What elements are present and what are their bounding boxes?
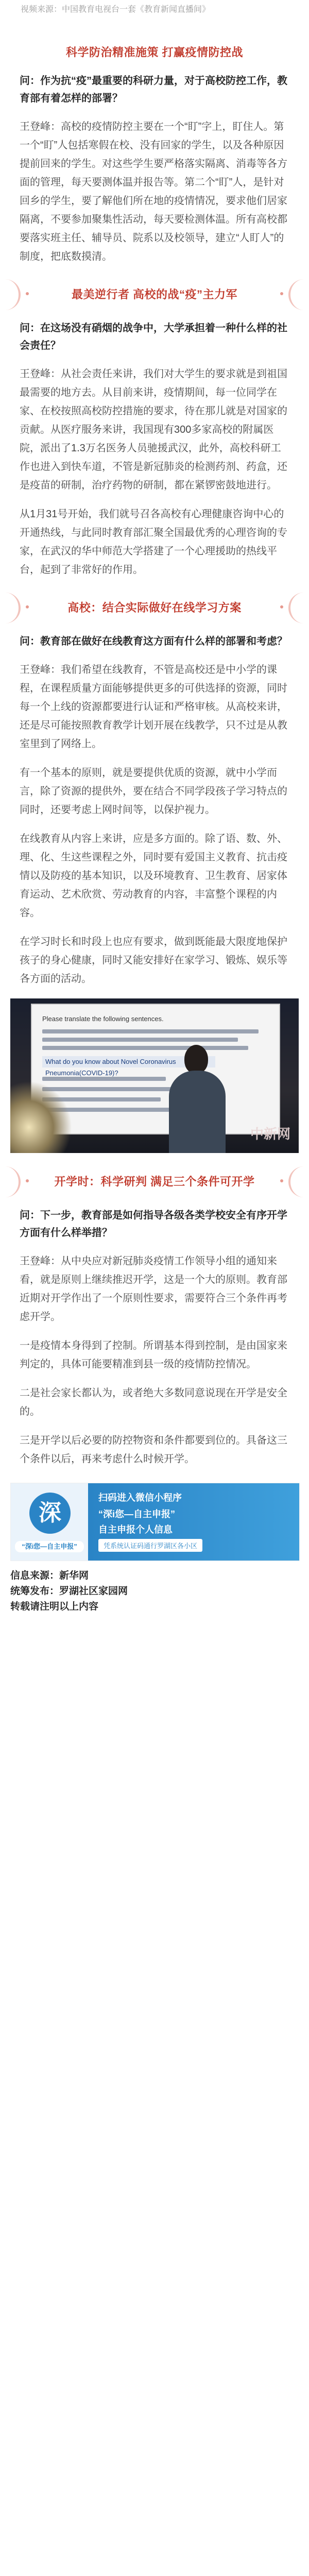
shen-logo-icon: 深 (29, 1493, 71, 1534)
answer-3-paragraph-1: 王登峰：我们希望在线教育，不管是高校还是中小学的课程，在课程质量方面能够提供更多的可供选择的资源，同时每一个上线的资源都要进行认证和严格审核。从高校来讲，还是尽可能按照教育教学计划开展在线教学，只不过是从教室里到了网络上。 (20, 664, 287, 750)
question-4: 问：下一步，教育部是如何指导各级各类学校安全有序开学方面有什么样举措？ (20, 1210, 287, 1239)
answer-4-paragraph-1: 王登峰：从中央应对新冠肺炎疫情工作领导小组的通知来看，就是原则上继续推迟开学，这是一个大的原则。教育部近期对开学作出了一个原则性要求，需要符合三个条件再考虑开学。 (20, 1256, 287, 1323)
question-1: 问：作为抗“疫”最重要的科研力量，对于高校防控工作，教育部有着怎样的部署？ (20, 75, 287, 104)
screen-question: What do you know about Novel Coronavirus Pneumonia(COVID-19)? (42, 1056, 215, 1067)
video-source-note: 视频来源：中国教育电视台一套《教育新闻直播间》 (21, 5, 211, 14)
mini-program-banner[interactable] (10, 1483, 300, 1561)
teacher-figure (165, 1045, 227, 1153)
answer-1-paragraph-1: 王登峰：高校的疫情防控主要在一个“盯”字上，盯住人。第一个“盯”人包括寒假在校、没有回家的学生，以及各种原因提前回来的学生。对这些学生要严格落实隔离、消毒等各方面的管理，每天要测体温并报告等。第二个“盯”人，是针对回乡的学生，要了解他们所在地的疫情情况，要求他们居家隔离，不要参加聚集性活动，每天要检测体温。所有高校都要落实班主任、辅导员、院系以及校领导，建立“人盯人”的制度，把底数摸清。 (20, 121, 287, 262)
answer-3-paragraph-3: 在线教育从内容上来讲，应是多方面的。除了语、数、外、理、化、生这些课程之外，同时要有爱国主义教育、抗击疫情以及防疫的基本知识，以及环境教育、卫生教育、居家体育运动、艺术欣赏、劳动教育的内容，丰富整个课程的内容。 (20, 833, 287, 919)
screen-heading: Please translate the following sentences. (42, 1015, 164, 1023)
banner-line-2: “深i您—自主申报” (98, 1509, 176, 1519)
question-3: 问：教育部在做好在线教育这方面有什么样的部署和考虑？ (20, 636, 287, 647)
reprint-note: 转载请注明以上内容 (10, 1601, 99, 1612)
answer-3-paragraph-4: 在学习时长和时段上也应有要求，做到既能最大限度地保护孩子的身心健康，同时又能安排好在家学习、锻炼、娱乐等各方面的活动。 (20, 936, 287, 985)
question-2: 问：在这场没有硝烟的战争中，大学承担着一种什么样的社会责任？ (20, 323, 287, 351)
section-header-2: 最美逆行者 高校的战“疫”主力军 (71, 288, 238, 301)
section-divider (0, 592, 309, 623)
answer-2-paragraph-2: 从1月31号开始，我们就号召各高校有心理健康咨询中心的开通热线，与此同时教育部汇聚全国最优秀的心理咨询的专家，在武汉的华中师范大学搭建了一个心理援助的热线平台，起到了非常好的作用。 (20, 509, 287, 575)
photo-watermark: 中新网 (250, 1127, 290, 1142)
section-header-4: 开学时：科学研判 满足三个条件可开学 (54, 1175, 255, 1188)
section-divider (0, 279, 309, 310)
article-title: 科学防治精准施策 打赢疫情防控战 (65, 46, 244, 59)
logo-caption: “深i您—自主申报” (15, 1541, 84, 1552)
answer-2-paragraph-1: 王登峰：从社会责任来讲，我们对大学生的要求就是到祖国最需要的地方去。从目前来讲，疫情期间，每一位同学在家、在校按照高校防控措施的要求，待在那儿就是对国家的贡献。从医疗服务来讲，我国现有300多家高校的附属医院，派出了1.3万名医务人员驰援武汉，此外，高校科研工作也进入到快车道，不管是新冠肺炎的检测药剂、药盒，还是疫苗的研制，治疗药物的研制，都在紧锣密鼓地进行。 (20, 368, 287, 491)
online-class-photo (10, 998, 299, 1153)
banner-line-4: 凭系统认证码通行罗湖区各小区 (98, 1539, 202, 1552)
info-source: 信息来源：新华网 (10, 1570, 89, 1581)
answer-4-paragraph-3: 二是社会家长都认为，或者绝大多数同意说现在开学是安全的。 (20, 1387, 287, 1417)
section-divider (0, 1166, 309, 1197)
banner-line-1: 扫码进入微信小程序 (98, 1493, 182, 1503)
answer-4-paragraph-4: 三是开学以后必要的防控物资和条件都要到位的。具备这三个条件以后，再来考虑什么时候开学。 (20, 1435, 287, 1465)
answer-4-paragraph-2: 一是疫情本身得到了控制。所谓基本得到控制，是由国家来判定的，具体可能要精准到县一级的疫情防控情况。 (20, 1340, 287, 1370)
publisher: 统筹发布：罗湖社区家园网 (10, 1586, 128, 1597)
banner-line-3: 自主申报个人信息 (98, 1524, 173, 1535)
section-header-3: 高校：结合实际做好在线学习方案 (67, 601, 242, 614)
answer-3-paragraph-2: 有一个基本的原则，就是要提供优质的资源，就中小学而言，除了资源的提供外，要在结合不同学段孩子学习特点的同时，还要考虑上网时间等，以保护视力。 (20, 767, 287, 816)
